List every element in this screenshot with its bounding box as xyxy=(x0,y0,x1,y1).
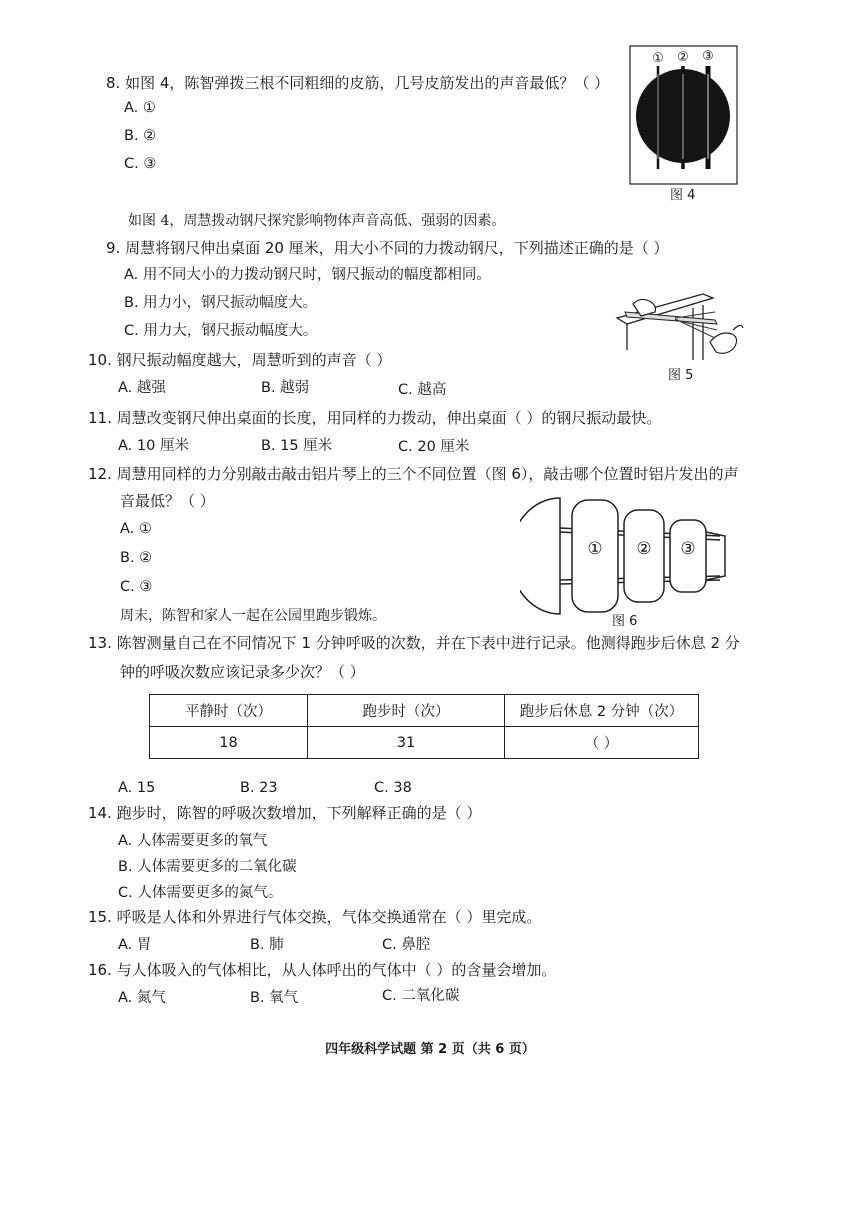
bar-label-2: ② xyxy=(636,539,652,559)
figure4-rubber-bands xyxy=(628,44,740,186)
q16-option-c[interactable]: C. 二氧化碳 xyxy=(382,988,460,1004)
q10-option-a[interactable]: A. 越强 xyxy=(118,380,166,396)
table-cell: 18 xyxy=(150,727,308,759)
intro-ruler: 如图 4，周慧拨动钢尺探究影响物体声音高低、强弱的因素。 xyxy=(128,213,506,229)
intro-park: 周末，陈智和家人一起在公园里跑步锻炼。 xyxy=(120,608,386,624)
breathing-record-table xyxy=(149,694,699,759)
q14-option-c[interactable]: C. 人体需要更多的氮气。 xyxy=(118,885,283,901)
q13-option-b[interactable]: B. 23 xyxy=(240,780,278,796)
q14-option-b[interactable]: B. 人体需要更多的二氧化碳 xyxy=(118,859,297,875)
q11-stem: 11. 周慧改变钢尺伸出桌面的长度，用同样的力拨动，伸出桌面（ ）的钢尺振动最快。 xyxy=(88,409,662,427)
q16-option-a[interactable]: A. 氮气 xyxy=(118,990,166,1006)
q15-option-c[interactable]: C. 鼻腔 xyxy=(382,937,431,953)
q8-option-c[interactable]: C. ③ xyxy=(124,156,157,172)
q10-option-b[interactable]: B. 越弱 xyxy=(261,380,310,396)
table-cell-answer[interactable]: （ ） xyxy=(505,727,699,759)
q16-option-b[interactable]: B. 氧气 xyxy=(250,990,299,1006)
q12-option-c[interactable]: C. ③ xyxy=(120,579,153,595)
q12-option-a[interactable]: A. ① xyxy=(120,521,152,537)
q13-stem-line1: 13. 陈智测量自己在不同情况下 1 分钟呼吸的次数，并在下表中进行记录。他测得跑步后休息 2 分 xyxy=(88,634,740,652)
figure4-caption: 图 4 xyxy=(670,188,696,203)
table-cell: 31 xyxy=(308,727,505,759)
q9-option-b[interactable]: B. 用力小，钢尺振动幅度大。 xyxy=(124,295,318,311)
q11-option-b[interactable]: B. 15 厘米 xyxy=(261,438,333,454)
q8-stem: 8. 如图 4，陈智弹拨三根不同粗细的皮筋，几号皮筋发出的声音最低？（ ） xyxy=(106,74,610,92)
q13-option-c[interactable]: C. 38 xyxy=(374,780,412,796)
q16-stem: 16. 与人体吸入的气体相比，从人体呼出的气体中（ ）的含量会增加。 xyxy=(88,961,557,979)
q14-stem: 14. 跑步时，陈智的呼吸次数增加，下列解释正确的是（ ） xyxy=(88,804,482,822)
right-hand xyxy=(710,333,737,353)
table-header: 跑步时（次） xyxy=(308,695,505,727)
q9-option-a[interactable]: A. 用不同大小的力拨动钢尺时，钢尺振动的幅度都相同。 xyxy=(124,267,491,283)
band-label-3: ③ xyxy=(702,49,714,64)
figure5-caption: 图 5 xyxy=(668,368,694,383)
q13-stem-line2: 钟的呼吸次数应该记录多少次？（ ） xyxy=(120,663,365,681)
figure5-ruler-on-desk xyxy=(615,290,750,365)
q12-option-b[interactable]: B. ② xyxy=(120,550,153,566)
q15-option-b[interactable]: B. 肺 xyxy=(250,937,284,953)
q15-stem: 15. 呼吸是人体和外界进行气体交换，气体交换通常在（ ）里完成。 xyxy=(88,908,542,926)
mallet-head xyxy=(520,498,560,614)
band-label-2: ② xyxy=(677,50,689,65)
q8-option-a[interactable]: A. ① xyxy=(124,100,156,116)
q10-option-c[interactable]: C. 越高 xyxy=(398,382,447,398)
q10-stem: 10. 钢尺振动幅度越大，周慧听到的声音（ ） xyxy=(88,351,392,369)
table-header: 跑步后休息 2 分钟（次） xyxy=(505,695,699,727)
table-row xyxy=(150,727,699,759)
band-label-1: ① xyxy=(652,51,664,66)
figure6-caption: 图 6 xyxy=(612,614,638,629)
q13-option-a[interactable]: A. 15 xyxy=(118,780,156,796)
bar-label-3: ③ xyxy=(680,539,696,559)
q12-stem-line1: 12. 周慧用同样的力分别敲击敲击铝片琴上的三个不同位置（图 6），敲击哪个位置时铝片发出的声 xyxy=(88,465,739,483)
figure6-xylophone xyxy=(520,496,740,618)
q11-option-a[interactable]: A. 10 厘米 xyxy=(118,438,189,454)
table-header: 平静时（次） xyxy=(150,695,308,727)
q9-stem: 9. 周慧将钢尺伸出桌面 20 厘米，用大小不同的力拨动钢尺，下列描述正确的是（ ） xyxy=(106,239,669,257)
q12-stem-line2: 音最低？（ ） xyxy=(120,492,215,510)
q15-option-a[interactable]: A. 胃 xyxy=(118,937,152,953)
q11-option-c[interactable]: C. 20 厘米 xyxy=(398,439,470,455)
bar-label-1: ① xyxy=(587,539,603,559)
table-header-row xyxy=(150,695,699,727)
page-footer: 四年级科学试题 第 2 页（共 6 页） xyxy=(325,1042,535,1057)
q14-option-a[interactable]: A. 人体需要更多的氧气 xyxy=(118,833,268,849)
q9-option-c[interactable]: C. 用力大，钢尺振动幅度大。 xyxy=(124,323,318,339)
q8-option-b[interactable]: B. ② xyxy=(124,128,157,144)
